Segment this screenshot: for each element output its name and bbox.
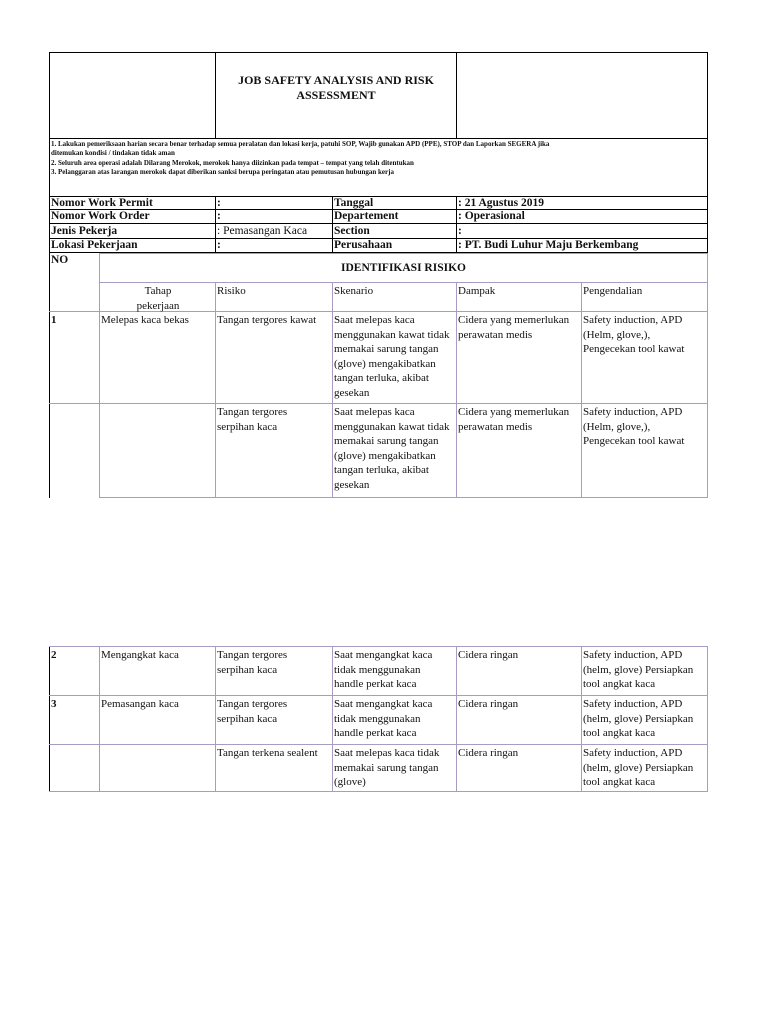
row-1-dampak: Cidera yang memerlukan perawatan medis [458, 314, 570, 341]
row-1-tahap: Melepas kaca bekas [101, 314, 189, 326]
header-tahap-line-1: Tahap [144, 285, 172, 297]
row-3-pengendalian: Safety induction, APD (helm, glove) Persiapkan tool angkat kaca [583, 698, 694, 740]
info-col-line-3 [456, 196, 457, 253]
safety-rules [51, 140, 706, 178]
row-1b-dampak: Cidera yang memerlukan perawatan medis [458, 406, 570, 433]
departement-label: Departement [334, 210, 399, 222]
jenis-pekerja-value: : Pemasangan Kaca [217, 225, 308, 237]
grid-top [99, 253, 708, 254]
row-3b-risiko: Tangan terkena sealent [217, 747, 318, 759]
table-left-border [49, 253, 50, 498]
grid-row2-bottom [99, 497, 708, 498]
table2-left-border [49, 646, 50, 791]
grid2-bottom [49, 791, 708, 792]
work-order-label: Nomor Work Order [51, 210, 150, 222]
row-3-dampak: Cidera ringan [458, 698, 519, 710]
header-pengendalian: Pengendalian [583, 285, 643, 297]
row-1b-risiko: Tangan tergores serpihan kaca [217, 406, 288, 433]
row-2-tahap: Mengangkat kaca [101, 649, 179, 661]
row-3b-skenario: Saat melepas kaca tidak memakai sarung tangan (glove) [334, 747, 440, 789]
row-2-no: 2 [51, 649, 57, 661]
row-2-dampak: Cidera ringan [458, 649, 519, 661]
work-permit-label: Nomor Work Permit [51, 197, 153, 209]
work-order-value: : [217, 210, 221, 222]
row-3-tahap: Pemasangan kaca [101, 698, 179, 710]
grid2-right [707, 646, 708, 791]
row-1-risiko: Tangan tergores kawat [217, 314, 317, 326]
row-3-no: 3 [51, 698, 57, 710]
row-3b-pengendalian: Safety induction, APD (helm, glove) Persiapkan tool angkat kaca [583, 747, 694, 789]
rule-2: 2. Seluruh area operasi adalah Dilarang Merokok, merokok hanya diizinkan pada tempat – tempat yang telah ditentukan [51, 158, 414, 167]
row-1b-skenario: Saat melepas kaca menggunakan kawat tidak memakai sarung tangan (glove) mengakibatkan tangan terluka, akibat gesekan [334, 406, 450, 491]
jenis-pekerja-label: Jenis Pekerja [51, 225, 118, 237]
tanggal-label: Tanggal [334, 197, 374, 209]
rule-1-line-1: 1. Lakukan pemeriksaan harian secara benar terhadap semua peralatan dan lokasi kerja, patuhi SOP, Wajib gunakan APD (PPE), STOP dan Laporkan SEGERA jika [51, 140, 550, 148]
header-tahap-line-2: pekerjaan [136, 299, 180, 312]
header-risiko: Risiko [217, 285, 246, 297]
document-title [216, 73, 456, 103]
header-tahap [99, 283, 215, 313]
rule-1-line-2: ditemukan kondisi / tindakan tidak aman [51, 149, 175, 158]
grid2-col-dampak [456, 646, 457, 791]
header-skenario: Skenario [334, 285, 374, 297]
title-line-1: JOB SAFETY ANALYSIS AND RISK [238, 73, 434, 87]
info-row-line-2 [49, 223, 708, 224]
perusahaan-value: : PT. Budi Luhur Maju Berkembang [458, 239, 639, 251]
row-3-skenario: Saat mengangkat kaca tidak menggunakan handle perkat kaca [334, 698, 433, 740]
departement-value: : Operasional [458, 210, 525, 222]
section-value: : [458, 225, 462, 237]
row-1-pengendalian: Safety induction, APD (Helm, glove,), Pengecekan tool kawat [583, 314, 685, 356]
rule-3: 3. Pelanggaran atas larangan merokok dapat diberikan sanksi berupa peringatan atau pemutusan hubungan kerja [51, 168, 394, 177]
row-1-no: 1 [51, 314, 57, 326]
grid-right [707, 253, 708, 498]
info-col-line-1 [215, 196, 216, 253]
tanggal-value: : 21 Agustus 2019 [458, 197, 544, 209]
row-2-skenario: Saat mengangkat kaca tidak menggunakan handle perkat kaca [334, 649, 433, 691]
header-rules-divider [49, 138, 708, 139]
header-dampak: Dampak [458, 285, 496, 297]
grid2-col-tahap [99, 646, 100, 791]
no-column-label: NO [51, 254, 69, 266]
section-label: Section [334, 225, 370, 237]
identifikasi-risiko-header: IDENTIFIKASI RISIKO [341, 262, 466, 274]
row-2-pengendalian: Safety induction, APD (helm, glove) Persiapkan tool angkat kaca [583, 649, 694, 691]
row-1b-pengendalian: Safety induction, APD (Helm, glove,), Pengecekan tool kawat [583, 406, 685, 448]
lokasi-value: : [217, 239, 221, 251]
row-3b-dampak: Cidera ringan [458, 747, 519, 759]
title-line-2: ASSESSMENT [296, 88, 376, 102]
header-divider-right [456, 52, 457, 139]
row-2-risiko: Tangan tergores serpihan kaca [217, 649, 288, 676]
row-3-risiko: Tangan tergores serpihan kaca [217, 698, 288, 725]
lokasi-label: Lokasi Pekerjaan [51, 239, 138, 251]
work-permit-value: : [217, 197, 221, 209]
row-1-skenario: Saat melepas kaca menggunakan kawat tidak memakai sarung tangan (glove) mengakibatkan tangan terluka, akibat gesekan [334, 314, 450, 399]
info-col-line-2 [332, 196, 333, 253]
perusahaan-label: Perusahaan [334, 239, 393, 251]
